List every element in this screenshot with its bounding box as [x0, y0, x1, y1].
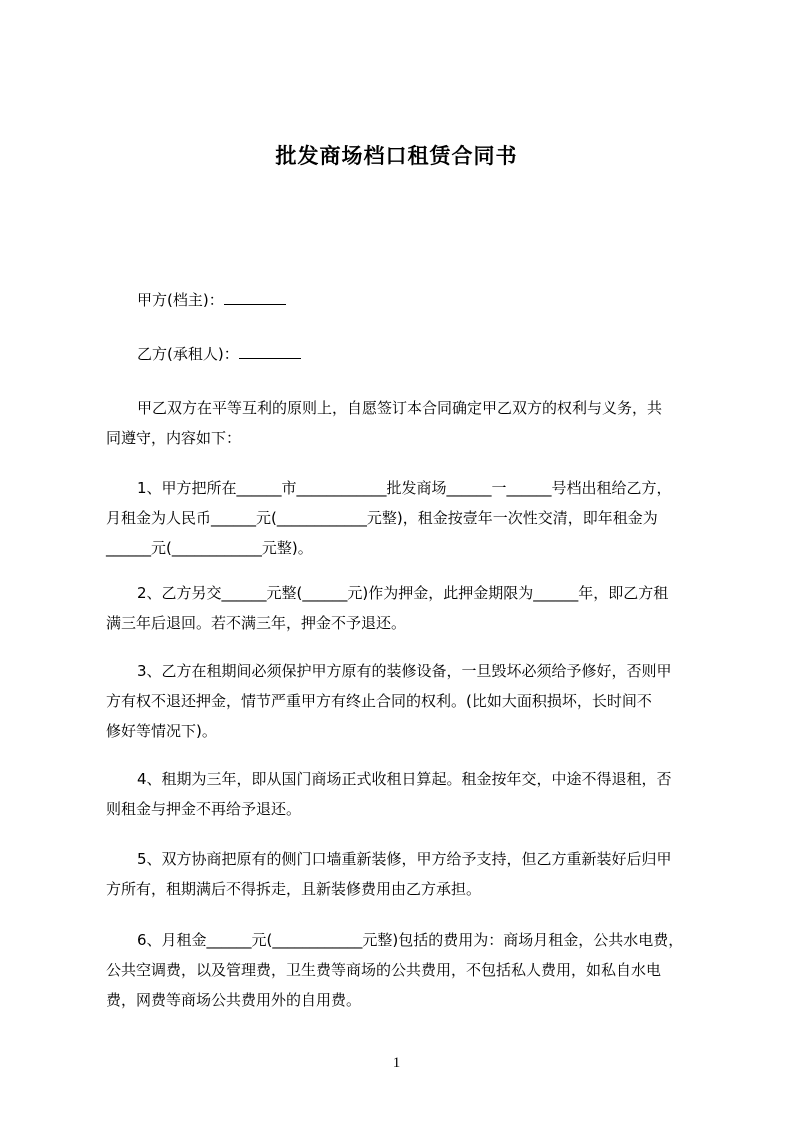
paragraph-line: 5、双方协商把原有的侧门口墙重新装修，甲方给予支持，但乙方重新装好后归甲	[137, 850, 672, 868]
paragraph-line: 4、租期为三年，即从国门商场正式收租日算起。租金按年交，中途不得退租，否	[137, 770, 672, 788]
paragraph-line: 则租金与押金不再给予退还。	[106, 800, 302, 818]
paragraph-line: 2、乙方另交______元整(______元)作为押金，此押金期限为______年，即乙方租	[137, 584, 669, 602]
party-b-blank	[239, 344, 301, 359]
paragraph-line: 方所有，租期满后不得拆走，且新装修费用由乙方承担。	[106, 880, 482, 898]
paragraph-line: 公共空调费，以及管理费，卫生费等商场的公共费用，不包括私人费用，如私自水电	[106, 961, 662, 979]
paragraph-line: 月租金为人民币______元(____________元整)，租金按壹年一次性交清，即年租金为	[106, 509, 658, 527]
clause-6	[106, 925, 716, 1015]
paragraph-line: 同遵守，内容如下：	[106, 429, 242, 447]
party-a-label: 甲方(档主)：	[137, 291, 224, 309]
paragraph-line: 3、乙方在租期间必须保护甲方原有的装修设备，一旦毁坏必须给予修好，否则甲	[137, 662, 672, 680]
paragraph-line: 甲乙双方在平等互利的原则上，自愿签订本合同确定甲乙双方的权利与义务，共	[137, 399, 663, 417]
clause-5	[106, 844, 716, 904]
party-b-label: 乙方(承租人)：	[137, 345, 239, 363]
party-a-line	[137, 290, 286, 310]
clause-3	[106, 656, 716, 746]
paragraph-line: 修好等情况下)。	[106, 722, 217, 740]
document-title: 批发商场档口租赁合同书	[275, 144, 518, 168]
intro-paragraph	[106, 393, 716, 453]
page-number: 1	[392, 1055, 401, 1071]
clause-4	[106, 764, 716, 824]
paragraph-line: 1、甲方把所在______市____________批发商场______一______号档出租给乙方，	[137, 479, 672, 497]
party-a-blank	[224, 290, 286, 305]
paragraph-line: 满三年后退回。若不满三年，押金不予退还。	[106, 614, 407, 632]
paragraph-line: 6、月租金______元(____________元整)包括的费用为：商场月租金，公共水电费，	[137, 931, 684, 949]
clause-2	[106, 578, 716, 638]
party-b-line	[137, 344, 301, 364]
clause-1	[106, 473, 716, 563]
paragraph-line: 费，网费等商场公共费用外的自用费。	[106, 991, 362, 1009]
paragraph-line: ______元(____________元整)。	[106, 539, 313, 557]
paragraph-line: 方有权不退还押金，情节严重甲方有终止合同的权利。(比如大面积损坏，长时间不	[106, 692, 652, 710]
